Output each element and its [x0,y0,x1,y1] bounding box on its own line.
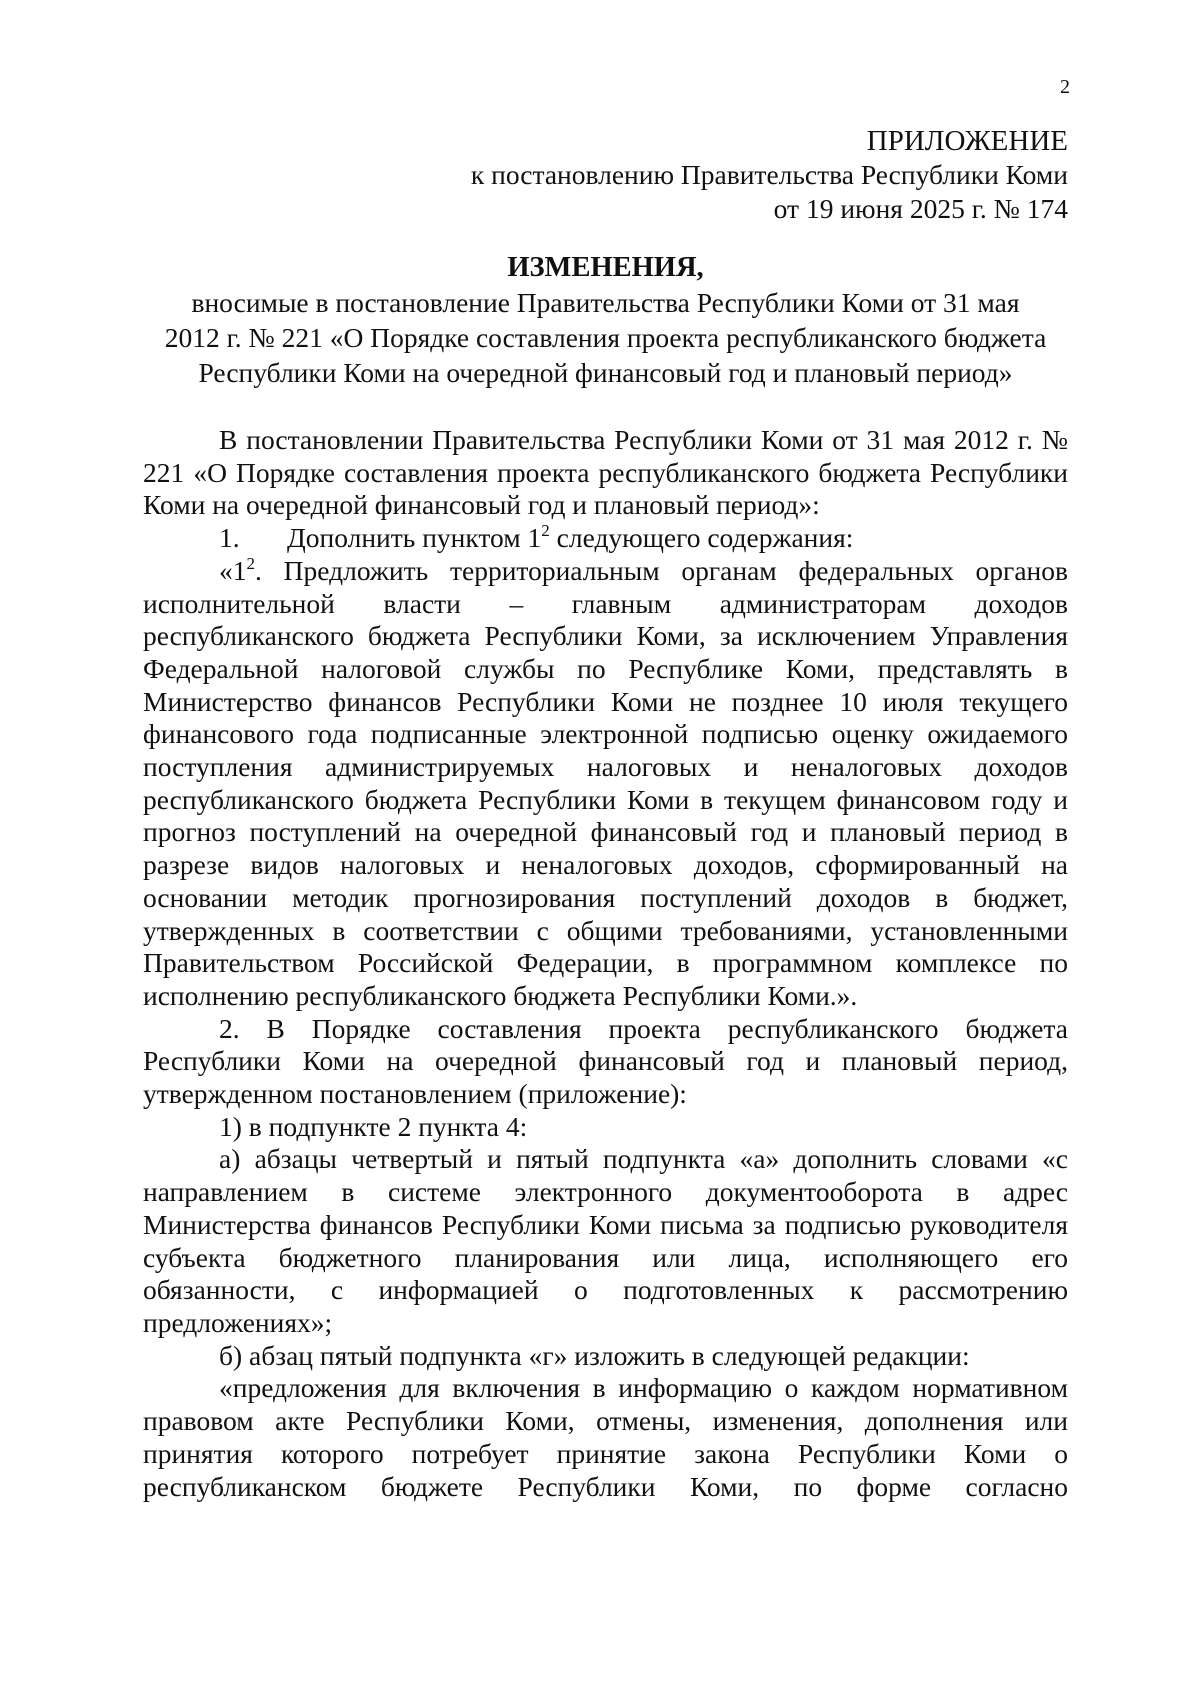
subitem-a-paragraph: а) абзацы четвертый и пятый подпункта «а» дополнить словами «с направлением в системе электронного документооборота в адрес Министерства финансов Республики Коми письма за подписью руководителя субъекта бюджетного планирования или лица, исполняющего его обязанности, с информацией о подготовленных к рассмотрению предложениях»; [143,1143,1068,1338]
item-1-text-post: следующего содержания: [549,522,854,554]
document-title [143,250,1068,390]
document-heading: ИЗМЕНЕНИЯ, [507,252,704,283]
intro-paragraph: В постановлении Правительства Республики Коми от 31 мая 2012 г. № 221 «О Порядке составления проекта республиканского бюджета Республики Коми на очередной финансовый год и плановый период»: [143,424,1068,521]
item-1-superscript: 2 [541,521,550,541]
subitem-b-paragraph: б) абзац пятый подпункта «г» изложить в следующей редакции: [219,1339,970,1371]
document-subtitle-line-2: 2012 г. № 221 «О Порядке составления проекта республиканского бюджета [164,322,1047,353]
item-1-paragraph [143,522,1068,555]
quote-superscript: 2 [246,553,255,573]
quote-paragraph [143,555,1068,1013]
item-2-paragraph: 2. В Порядке составления проекта республиканского бюджета Республики Коми на очередной финансовый год и плановый период, утвержденном постановлением (приложение): [143,1012,1068,1110]
item-1-number: 1. [219,522,240,554]
appendix-line-2: от 19 июня 2025 г. № 174 [773,193,1068,224]
page-number: 2 [1060,76,1070,98]
document-subtitle-line-3: Республики Коми на очередной финансовый год и плановый период» [198,357,1013,388]
appendix-title: ПРИЛОЖЕНИЕ [866,125,1068,157]
quote-2-paragraph: «предложения для включения в информацию о каждом нормативном правовом акте Республики Коми, отмены, изменения, дополнения или принятия которого потребует принятие закона Республики Коми о республиканском бюджете Республики Коми, по форме согласно [143,1372,1068,1502]
appendix-header [400,124,1068,226]
item-1-text-pre: Дополнить пунктом 1 [287,522,542,554]
document-body [143,424,1068,1503]
subitem-1-paragraph: 1) в подпункте 2 пункта 4: [219,1110,528,1142]
document-subtitle-line-1: вносимые в постановление Правительства Республики Коми от 31 мая [191,287,1020,318]
appendix-line-1: к постановлению Правительства Республики Коми [470,159,1068,190]
quote-prefix: «1 [219,554,247,586]
quote-text: . Предложить территориальным органам федеральных органов исполнительной власти – главным администраторам доходов республиканского бюджета Республики Коми, за исключением Управления Федеральной налоговой службы по Республике Коми, представлять в Министерство финансов Республики Коми не позднее 10 июля текущего финансового года подписанные электронной подписью оценку ожидаемого поступления администрируемых налоговых и неналоговых доходов республиканского бюджета Республики Коми в текущем финансовом году и прогноз поступлений на очередной финансовый год и плановый период в разрезе видов налоговых и неналоговых доходов, сформированный на основании методик прогнозирования поступлений доходов в бюджет, утвержденных в соответствии с общими требованиями, установленными Правительством Российской Федерации, в программном комплексе по исполнению республиканского бюджета Республики Коми.». [143,554,1068,1011]
